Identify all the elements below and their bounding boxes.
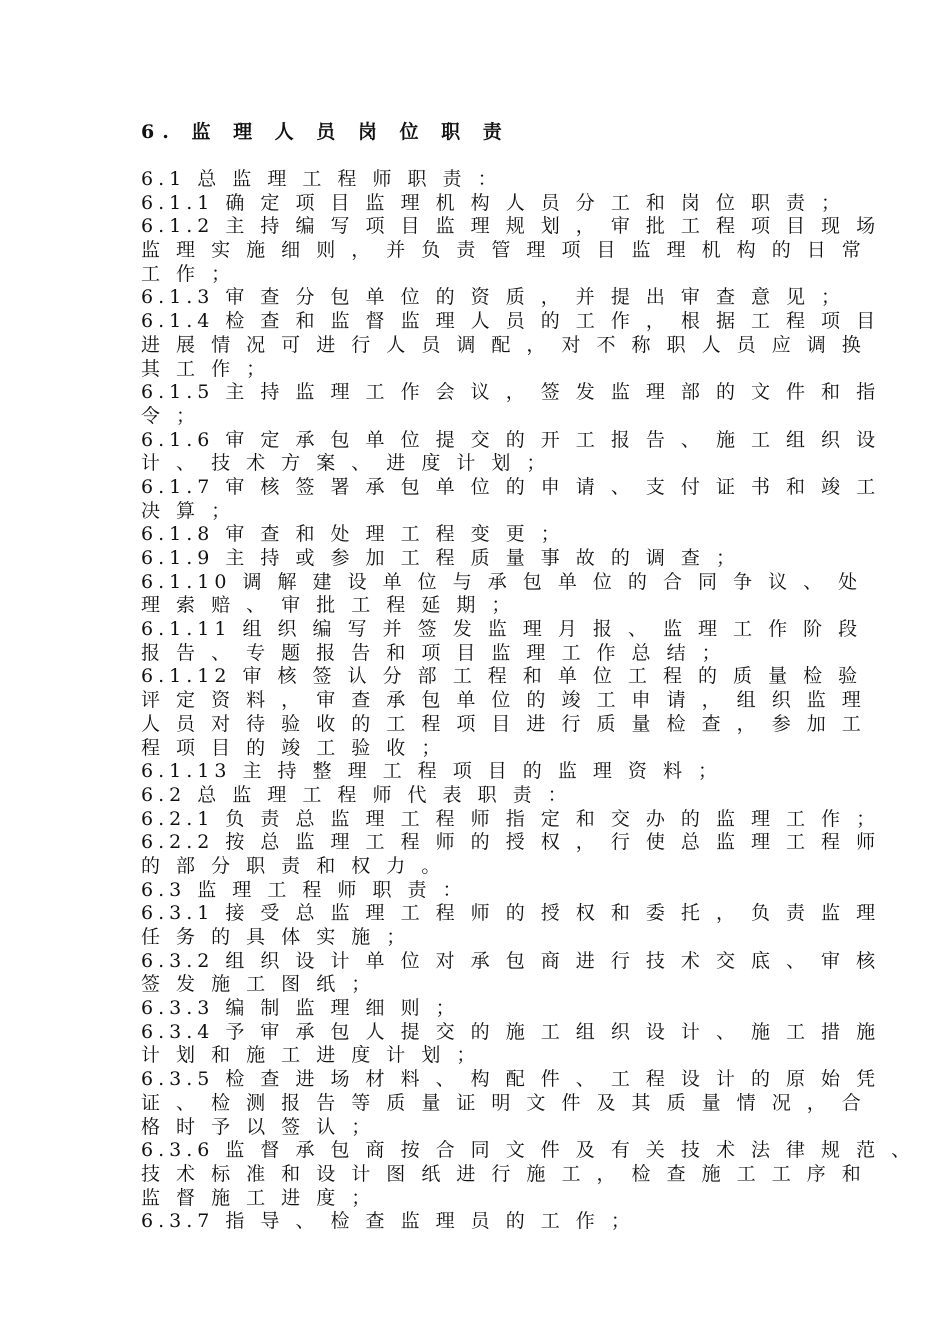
text-line: 计 划 和 施 工 进 度 计 划 ；	[141, 1044, 481, 1067]
text-line: 6.1.11 组 织 编 写 并 签 发 监 理 月 报 、 监 理 工 作 阶 段	[141, 618, 863, 641]
text-line: 监 理 实 施 细 则 ， 并 负 责 管 理 项 目 监 理 机 构 的 日 常	[141, 239, 866, 262]
text-line: 令 ；	[141, 404, 201, 427]
text-line: 6.1.3 审 查 分 包 单 位 的 资 质 ， 并 提 出 审 查 意 见 ；	[141, 286, 846, 309]
text-line: 监 督 施 工 进 度 ；	[141, 1186, 376, 1209]
section-body	[141, 168, 916, 1234]
text-line: 其 工 作 ；	[141, 357, 271, 380]
text-line: 报 告 、 专 题 报 告 和 项 目 监 理 工 作 总 结 ；	[141, 641, 726, 664]
text-line: 6.3.5 检 查 进 场 材 料 、 构 配 件 、 工 程 设 计 的 原 始 凭	[141, 1068, 881, 1091]
text-line: 6.1.2 主 持 编 写 项 目 监 理 规 划 ， 审 批 工 程 项 目 现 场	[141, 215, 881, 238]
text-line: 6.1.1 确 定 项 目 监 理 机 构 人 员 分 工 和 岗 位 职 责 ；	[141, 191, 846, 214]
text-line: 工 作 ；	[141, 262, 236, 285]
text-line: 6.1.10 调 解 建 设 单 位 与 承 包 单 位 的 合 同 争 议 、 处	[141, 570, 863, 593]
text-line: 任 务 的 具 体 实 施 ；	[141, 926, 411, 948]
text-line: 6.1.13 主 持 整 理 工 程 项 目 的 监 理 资 料 ；	[141, 760, 722, 783]
text-line: 6.3.1 接 受 总 监 理 工 程 师 的 授 权 和 委 托 ， 负 责 监 理	[141, 902, 881, 925]
text-line: 决 算 ；	[141, 499, 236, 522]
text-line: 6.3.7 指 导 、 检 查 监 理 员 的 工 作 ；	[141, 1210, 635, 1233]
text-line: 6.1.8 审 查 和 处 理 工 程 变 更 ；	[141, 523, 565, 546]
text-line: 6.2 总 监 理 工 程 师 代 表 职 责 ：	[141, 783, 572, 806]
text-line: 理 索 赔 、 审 批 工 程 延 期 ；	[141, 594, 516, 617]
document-content	[141, 118, 916, 1234]
section-heading: 6. 监 理 人 员 岗 位 职 责	[141, 121, 510, 143]
text-line: 6.1.5 主 持 监 理 工 作 会 议 ， 签 发 监 理 部 的 文 件 和 指	[141, 381, 881, 404]
text-line: 评 定 资 料 ， 审 查 承 包 单 位 的 竣 工 申 请 ， 组 织 监 理	[141, 689, 866, 712]
text-line: 6.1.6 审 定 承 包 单 位 提 交 的 开 工 报 告 、 施 工 组 织 设	[141, 428, 881, 451]
text-line: 签 发 施 工 图 纸 ；	[141, 973, 376, 996]
text-line: 6.3.2 组 织 设 计 单 位 对 承 包 商 进 行 技 术 交 底 、 审 核	[141, 949, 881, 972]
text-line: 的 部 分 职 责 和 权 力 。	[141, 854, 446, 877]
text-line: 技 术 标 准 和 设 计 图 纸 进 行 施 工 ， 检 查 施 工 工 序 和	[141, 1162, 866, 1185]
text-line: 人 员 对 待 验 收 的 工 程 项 目 进 行 质 量 检 查 ， 参 加 工	[141, 712, 866, 735]
text-line: 6.1.12 审 核 签 认 分 部 工 程 和 单 位 工 程 的 质 量 检 验	[141, 665, 863, 688]
text-line: 进 展 情 况 可 进 行 人 员 调 配 ， 对 不 称 职 人 员 应 调 换	[141, 333, 866, 356]
text-line: 格 时 予 以 签 认 ；	[141, 1115, 376, 1138]
text-line: 6.3.4 予 审 承 包 人 提 交 的 施 工 组 织 设 计 、 施 工 措 施	[141, 1020, 881, 1043]
text-line: 证 、 检 测 报 告 等 质 量 证 明 文 件 及 其 质 量 情 况 ， 合	[141, 1091, 866, 1114]
text-line: 程 项 目 的 竣 工 验 收 ；	[141, 736, 446, 759]
text-line: 6.1.4 检 查 和 监 督 监 理 人 员 的 工 作 ， 根 据 工 程 项 目	[141, 310, 881, 333]
text-line: 计 、 技 术 方 案 、 进 度 计 划 ；	[141, 452, 551, 475]
text-line: 6.3.3 编 制 监 理 细 则 ；	[141, 997, 460, 1020]
text-line: 6.2.1 负 责 总 监 理 工 程 师 指 定 和 交 办 的 监 理 工 作 ；	[141, 807, 881, 830]
text-line: 6.1 总 监 理 工 程 师 职 责 ：	[141, 168, 502, 190]
text-line: 6.3 监 理 工 程 师 职 责 ：	[141, 878, 467, 901]
text-line: 6.3.6 监 督 承 包 商 按 合 同 文 件 及 有 关 技 术 法 律 规 范 、	[141, 1139, 916, 1162]
text-line: 6.2.2 按 总 监 理 工 程 师 的 授 权 ， 行 使 总 监 理 工 程 师	[141, 831, 881, 854]
text-line: 6.1.7 审 核 签 署 承 包 单 位 的 申 请 、 支 付 证 书 和 竣 工	[141, 475, 881, 498]
text-line: 6.1.9 主 持 或 参 加 工 程 质 量 事 故 的 调 查 ；	[141, 547, 740, 569]
